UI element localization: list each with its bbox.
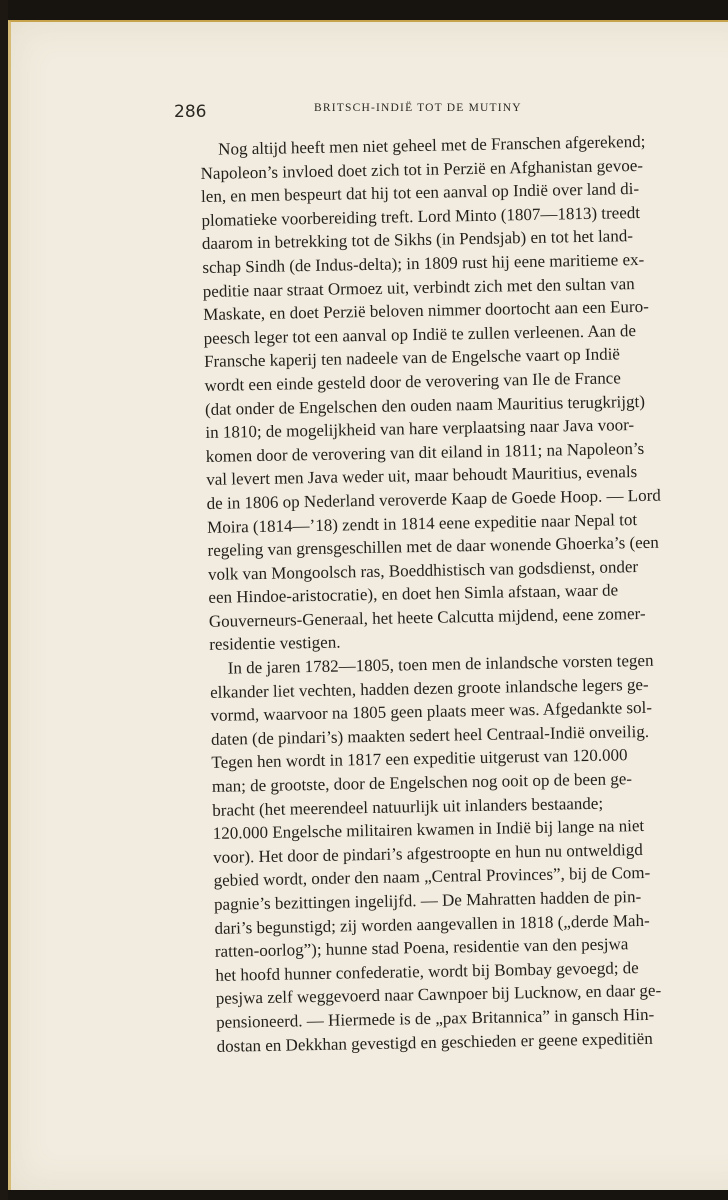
paragraph bbox=[210, 647, 728, 1058]
text-line: peditie naar straat Ormoez uit, verbindt zich met den sultan van bbox=[202, 273, 635, 301]
text-line: ratten-oorlog”); hunne stad Poena, residentie van den pesjwa bbox=[214, 934, 629, 962]
text-line: komen door de verovering van dit eiland in 1811; na Napoleon’s bbox=[205, 438, 645, 466]
text-line: Tegen hen wordt in 1817 een expeditie uitgerust van 120.000 bbox=[211, 745, 628, 773]
text-line: pensioneerd. — Hiermede is de „pax Britannica” in gansch Hin- bbox=[216, 1004, 655, 1032]
running-head: BRITSCH-INDIË TOT DE MUTINY bbox=[314, 102, 522, 114]
text-line: regeling van grensgeschillen met de daar wonende Ghoerka’s (een bbox=[207, 532, 659, 561]
text-line: plomatieke voorbereiding treft. Lord Minto (1807—1813) treedt bbox=[201, 202, 641, 230]
text-line: de in 1806 op Nederland veroverde Kaap de Goede Hoop. — Lord bbox=[206, 485, 661, 513]
text-line: Fransche kaperij ten nadeele van de Engelsche vaart op Indië bbox=[203, 344, 621, 372]
text-line: voor). Het door de pindari’s afgestroopte en hun nu ontweldigd bbox=[213, 839, 643, 867]
paragraph bbox=[200, 128, 728, 657]
text-line: vormd, waarvoor na 1805 geen plaats meer was. Afgedankte sol- bbox=[210, 698, 653, 726]
text-line: schap Sindh (de Indus-delta); in 1809 rust hij eene maritieme ex- bbox=[202, 249, 645, 277]
page-header bbox=[174, 100, 728, 124]
text-line: (dat onder de Engelschen den ouden naam Mauritius terugkrijgt) bbox=[204, 391, 646, 419]
text-line: elkander liet vechten, hadden dezen groote inlandsche legers ge- bbox=[209, 674, 649, 702]
text-line: een Hindoe-aristocratie), en doet hen Simla afstaan, waar de bbox=[208, 580, 619, 608]
text-line: in 1810; de mogelijkheid van hare verplaatsing naar Java voor- bbox=[205, 415, 635, 443]
text-line: Nog altijd heeft men niet geheel met de Franschen afgerekend; bbox=[218, 131, 646, 159]
text-line: bracht (het meerendeel natuurlijk uit inlanders bestaande; bbox=[212, 793, 604, 820]
text-line: Moira (1814—’18) zendt in 1814 eene expeditie naar Nepal tot bbox=[206, 509, 638, 537]
body-text bbox=[200, 128, 728, 1058]
text-line: Gouverneurs-Generaal, het heete Calcutta mijdend, eene zomer- bbox=[208, 603, 646, 631]
text-line: peesch leger tot een aanval op Indië te zullen verleenen. Aan de bbox=[203, 320, 637, 348]
text-line: daarom in betrekking tot de Sikhs (in Pendsjab) en tot het land- bbox=[201, 226, 634, 254]
text-line: val levert men Java weder uit, maar behoudt Mauritius, evenals bbox=[206, 462, 638, 490]
text-line: het hoofd hunner confederatie, wordt bij Bombay gevoegd; de bbox=[215, 957, 639, 985]
text-line: wordt een einde gesteld door de verovering van Ile de France bbox=[204, 368, 621, 395]
text-line: gebied wordt, onder den naam „Central Provinces”, bij de Com- bbox=[213, 863, 651, 891]
scan-left-edge bbox=[0, 0, 8, 1200]
page-number: 286 bbox=[174, 102, 207, 122]
text-line: residentie vestigen. bbox=[209, 632, 341, 655]
text-line: man; de grootste, door de Engelschen nog ooit op de been ge- bbox=[211, 769, 633, 796]
text-line: daten (de pindari’s) maakten sedert heel Centraal-Indië onveilig. bbox=[210, 721, 650, 749]
text-line: pesjwa zelf weggevoerd naar Cawnpoer bij Lucknow, en daar ge- bbox=[215, 981, 662, 1009]
text-line: Napoleon’s invloed doet zich tot in Perzië en Afghanistan gevoe- bbox=[200, 155, 644, 183]
text-line: 120.000 Engelsche militairen kwamen in Indië bij lange na niet bbox=[212, 816, 645, 844]
text-line: len, en men bespeurt dat hij tot een aanval op Indië over land di- bbox=[200, 179, 640, 207]
text-line: volk van Mongoolsch ras, Boeddhistisch van godsdienst, onder bbox=[207, 556, 639, 584]
text-line: dari’s begunstigd; zij worden aangevallen in 1818 („derde Mah- bbox=[214, 910, 650, 938]
text-line: pagnie’s bezittingen ingelijfd. — De Mahratten hadden de pin- bbox=[213, 887, 642, 914]
text-line: In de jaren 1782—1805, toen men de inlandsche vorsten tegen bbox=[227, 650, 654, 678]
text-line: dostan en Dekkhan gevestigd en geschieden er geene expeditiën bbox=[216, 1028, 653, 1056]
text-line: Maskate, en doet Perzië beloven nimmer doortocht aan een Euro- bbox=[203, 296, 649, 325]
